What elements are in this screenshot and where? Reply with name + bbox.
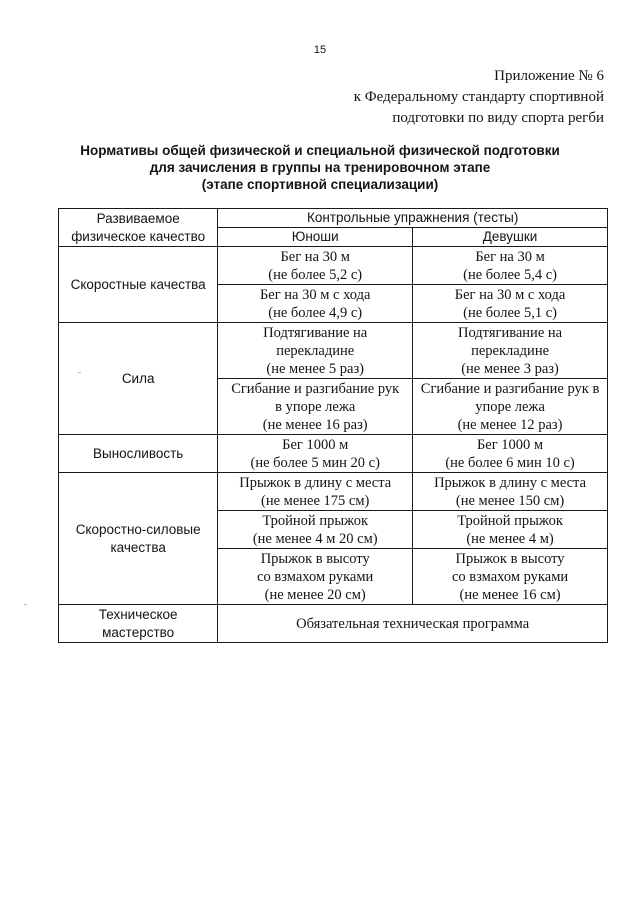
girls-standard-text: Прыжок в высоту (455, 550, 565, 567)
boys-standard-text: (не менее 5 раз) (266, 360, 365, 377)
technique-program-cell: Обязательная техническая программа (218, 605, 608, 643)
boys-standard-cell (218, 285, 413, 323)
girls-standard-cell (413, 379, 608, 435)
boys-standard-text: Бег 1000 м (282, 436, 349, 453)
girls-standard-text: (не более 6 мин 10 с) (445, 454, 575, 471)
girls-standard-cell (413, 323, 608, 379)
quality-cell (59, 323, 218, 435)
title-line: (этапе спортивной специализации) (201, 177, 439, 192)
table-row (59, 247, 608, 285)
boys-standard-cell (218, 435, 413, 473)
table-row (59, 473, 608, 511)
header-tests-cell: Контрольные упражнения (тесты) (218, 209, 608, 228)
boys-standard-text: (не менее 16 раз) (262, 416, 368, 433)
girls-standard-text: Подтягивание на (458, 324, 563, 341)
appendix-line: к Федеральному стандарту спортивной (353, 89, 604, 105)
table-header-row (59, 209, 608, 228)
page-number: 15 (313, 44, 327, 56)
quality-text: Техническое (98, 606, 178, 622)
boys-standard-text: (не более 4,9 с) (268, 304, 363, 321)
girls-standard-text: перекладине (471, 342, 550, 359)
quality-text: Сила (121, 370, 155, 386)
boys-standard-text: (не менее 20 см) (264, 586, 366, 603)
scan-mark (24, 604, 27, 605)
girls-standard-text: Бег 1000 м (476, 436, 544, 453)
girls-standard-cell (413, 285, 608, 323)
document-title (60, 142, 580, 193)
appendix-line: подготовки по виду спорта регби (392, 110, 604, 126)
title-line: Нормативы общей физической и специальной физической подготовки (80, 143, 560, 158)
boys-standard-text: Тройной прыжок (262, 512, 369, 529)
girls-standard-cell (413, 511, 608, 549)
appendix-header (354, 66, 604, 129)
standards-table-body (59, 247, 608, 605)
quality-cell (59, 473, 218, 605)
standards-table (58, 208, 608, 643)
boys-standard-text: Сгибание и разгибание рук (231, 380, 400, 397)
boys-standard-text: в упоре лежа (275, 398, 356, 415)
boys-standard-text: Прыжок в высоту (260, 550, 370, 567)
header-boys-cell: Юноши (218, 228, 413, 247)
header-quality-cell (59, 209, 218, 247)
girls-standard-text: (не менее 3 раз) (461, 360, 559, 377)
girls-standard-text: (не менее 12 раз) (457, 416, 563, 433)
girls-standard-text: Сгибание и разгибание рук в (420, 380, 600, 397)
boys-standard-text: со взмахом руками (257, 568, 374, 585)
scan-mark (78, 372, 81, 373)
girls-standard-text: Бег на 30 м (475, 248, 545, 265)
girls-standard-cell (413, 473, 608, 511)
girls-standard-text: со взмахом руками (451, 568, 569, 585)
title-line: для зачисления в группы на тренировочном этапе (149, 160, 491, 175)
boys-standard-cell (218, 379, 413, 435)
header-girls-cell: Девушки (413, 228, 608, 247)
girls-standard-cell (413, 247, 608, 285)
quality-cell (59, 605, 218, 643)
boys-standard-text: Прыжок в длину с места (239, 474, 392, 491)
girls-standard-cell (413, 435, 608, 473)
technique-row (59, 605, 608, 643)
quality-text: Скоростные качества (70, 276, 206, 292)
table-row (59, 323, 608, 379)
boys-standard-text: Подтягивание на (263, 324, 368, 341)
girls-standard-text: упоре лежа (475, 398, 545, 415)
girls-standard-text: Бег на 30 м с хода (454, 286, 566, 303)
girls-standard-text: Тройной прыжок (457, 512, 563, 529)
girls-standard-text: Прыжок в длину с места (434, 474, 587, 491)
boys-standard-text: Бег на 30 м (280, 248, 350, 265)
boys-standard-text: перекладине (276, 342, 355, 359)
quality-text: Выносливость (92, 445, 184, 461)
boys-standard-cell (218, 549, 413, 605)
quality-text: качества (110, 539, 166, 555)
girls-standard-text: (не менее 16 см) (459, 586, 561, 603)
header-quality-text: физическое качество (71, 228, 206, 244)
boys-standard-text: Бег на 30 м с хода (259, 286, 371, 303)
girls-standard-text: (не более 5,1 с) (463, 304, 557, 321)
boys-standard-text: (не менее 175 см) (261, 492, 370, 509)
boys-standard-text: (не менее 4 м 20 см) (252, 530, 378, 547)
table-row (59, 435, 608, 473)
quality-cell (59, 435, 218, 473)
girls-standard-text: (не менее 150 см) (455, 492, 565, 509)
boys-standard-text: (не более 5 мин 20 с) (250, 454, 380, 471)
appendix-line: Приложение № 6 (494, 68, 604, 84)
girls-standard-text: (не более 5,4 с) (463, 266, 557, 283)
quality-cell (59, 247, 218, 323)
boys-standard-cell (218, 473, 413, 511)
boys-standard-cell (218, 247, 413, 285)
header-quality-text: Развиваемое (96, 210, 180, 226)
girls-standard-text: (не менее 4 м) (466, 530, 554, 547)
boys-standard-cell (218, 511, 413, 549)
girls-standard-cell (413, 549, 608, 605)
quality-text: Скоростно-силовые (75, 521, 201, 537)
boys-standard-text: (не более 5,2 с) (268, 266, 363, 283)
quality-text: мастерство (102, 624, 175, 640)
boys-standard-cell (218, 323, 413, 379)
